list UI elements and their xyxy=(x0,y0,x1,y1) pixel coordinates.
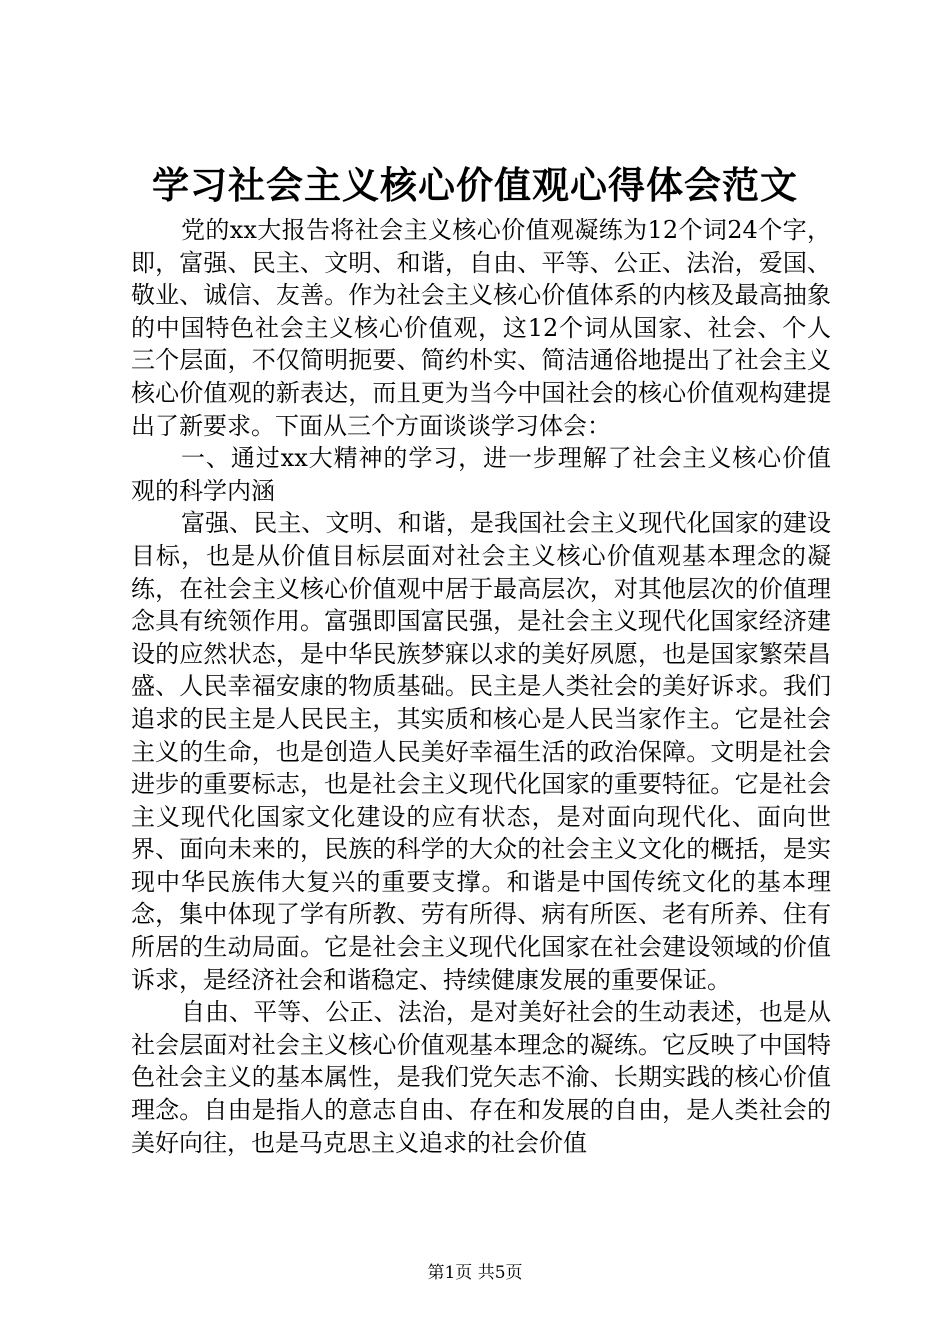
paragraph-national-values: 富强、民主、文明、和谐，是我国社会主义现代化国家的建设目标，也是从价值目标层面对社会主义核心价值观基本理念的凝练，在社会主义核心价值观中居于最高层次，对其他层次的价值理念具有统领作用。富强即国富民强，是社会主义现代化国家经济建设的应然状态，是中华民族梦寐以求的美好夙愿，也是国家繁荣昌盛、人民幸福安康的物质基础。民主是人类社会的美好诉求。我们追求的民主是人民民主，其实质和核心是人民当家作主。它是社会主义的生命，也是创造人民美好幸福生活的政治保障。文明是社会进步的重要标志，也是社会主义现代化国家的重要特征。它是社会主义现代化国家文化建设的应有状态，是对面向现代化、面向世界、面向未来的，民族的科学的大众的社会主义文化的概括，是实现中华民族伟大复兴的重要支撑。和谐是中国传统文化的基本理念，集中体现了学有所教、劳有所得、病有所医、老有所养、住有所居的生动局面。它是社会主义现代化国家在社会建设领域的价值诉求，是经济社会和谐稳定、持续健康发展的重要保证。 xyxy=(131,509,831,994)
document-title: 学习社会主义核心价值观心得体会范文 xyxy=(152,163,798,207)
paragraph-section-heading: 一、通过xx大精神的学习，进一步理解了社会主义核心价值观的科学内涵 xyxy=(131,444,831,505)
page-footer: 第1页 共5页 xyxy=(427,1263,523,1283)
paragraph-social-values: 自由、平等、公正、法治，是对美好社会的生动表述，也是从社会层面对社会主义核心价值观基本理念的凝练。它反映了中国特色社会主义的基本属性，是我们党矢志不渝、长期实践的核心价值理念。自由是指人的意志自由、存在和发展的自由，是人类社会的美好向往，也是马克思主义追求的社会价值 xyxy=(131,998,831,1157)
paragraph-intro: 党的xx大报告将社会主义核心价值观凝练为12个词24个字，即，富强、民主、文明、和谐，自由、平等、公正、法治，爱国、敬业、诚信、友善。作为社会主义核心价值体系的内核及最高抽象的中国特色社会主义核心价值观，这12个词从国家、社会、个人三个层面，不仅简明扼要、简约朴实、简洁通俗地提出了社会主义核心价值观的新表达，而且更为当今中国社会的核心价值观构建提出了新要求。下面从三个方面谈谈学习体会： xyxy=(131,216,831,440)
document-body xyxy=(131,214,831,1159)
